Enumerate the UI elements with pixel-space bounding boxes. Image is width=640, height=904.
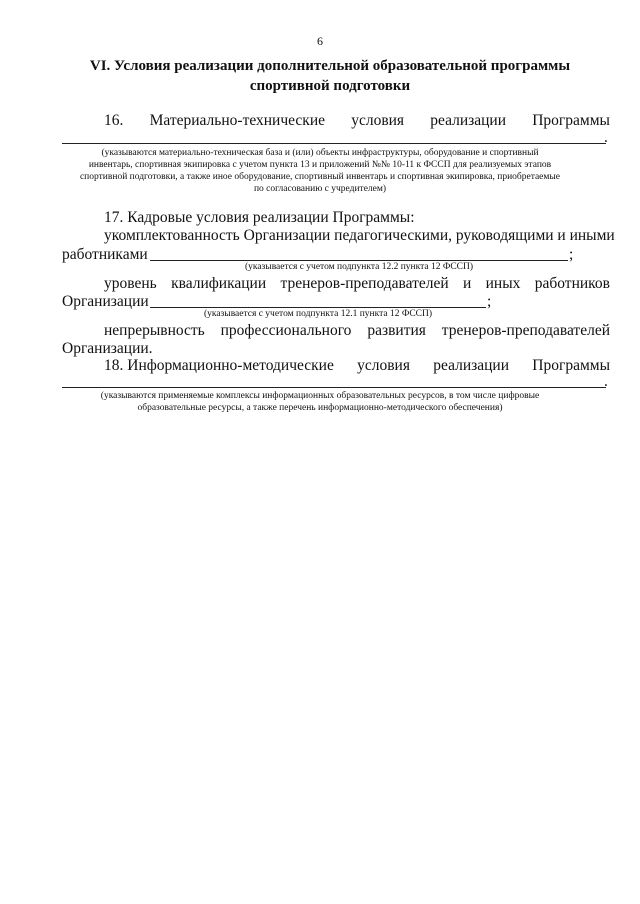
item16-note-line3: спортивной подготовки, а также иное оборудование, спортивный инвентарь и спортивная экипировка, приобретаемые <box>79 172 561 182</box>
item16-fill-line <box>62 143 606 144</box>
item17-qualification-word: Организации <box>62 293 149 310</box>
item17-qualification-line1 <box>104 274 610 293</box>
page-number: 6 <box>317 34 323 48</box>
item16-end-mark: . <box>604 129 608 146</box>
qual-word3: тренеров-преподавателей <box>280 275 449 292</box>
cont-word4: тренеров-преподавателей <box>441 322 610 339</box>
qual-word2: квалификации <box>171 275 267 292</box>
item17-staffing-end: ; <box>569 246 574 263</box>
item16-number: 16. <box>104 112 124 129</box>
cont-word2: профессионального <box>220 322 352 339</box>
item17-staffing-word: работниками <box>62 246 148 263</box>
item16-word2: условия <box>351 112 405 129</box>
item16-word1: Материально-технические <box>149 112 325 129</box>
qual-word5: иных <box>485 275 521 292</box>
item18-line <box>104 356 610 375</box>
qual-word1: уровень <box>104 275 157 292</box>
item17-qualification-end: ; <box>487 293 492 310</box>
item18-end-mark: . <box>604 373 608 390</box>
item17-staffing-note: (указывается с учетом подпункта 12.2 пункта 12 ФССП) <box>244 262 474 272</box>
item18-note-line1: (указываются применяемые комплексы информационных образовательных ресурсов, в том числе цифровые <box>100 391 540 401</box>
item18-word2: условия <box>357 357 410 374</box>
item17-heading: 17. Кадровые условия реализации Программы: <box>104 209 415 226</box>
cont-word3: развития <box>367 322 426 339</box>
item17-continuity-line1 <box>104 321 610 340</box>
item17-continuity-line2: Организации. <box>62 340 153 357</box>
item16-line <box>104 111 610 130</box>
item16-word4: Программы <box>532 112 610 129</box>
item18-word3: реализации <box>433 357 510 374</box>
item16-note-line2: инвентарь, спортивная экипировка с учетом пункта 13 и приложений №№ 10-11 к ФССП для реализуемых этапов <box>88 160 552 170</box>
item18-note-line2: образовательные ресурсы, а также перечень информационно-методического обеспечения) <box>137 403 503 413</box>
item18-fill-line <box>62 387 606 388</box>
section-title-line2: спортивной подготовки <box>249 78 411 94</box>
item16-word3: реализации <box>430 112 507 129</box>
item18-word1: 18. Информационно-методические <box>104 357 334 374</box>
qual-word6: работников <box>534 275 610 292</box>
item17-qualification-note: (указывается с учетом подпункта 12.1 пункта 12 ФССП) <box>203 309 433 319</box>
section-title-line1: VI. Условия реализации дополнительной образовательной программы <box>89 58 571 74</box>
item18-word4: Программы <box>532 357 610 374</box>
item17-staffing-line1: укомплектованность Организации педагогическими, руководящими и иными <box>104 227 615 244</box>
qual-word4: и <box>463 275 472 292</box>
cont-word1: непрерывность <box>104 322 205 339</box>
item16-note-line1: (указываются материально-техническая база и (или) объекты инфраструктуры, оборудование и спортивный <box>101 148 539 158</box>
item16-note-line4: по согласованию с учредителем) <box>253 184 387 194</box>
